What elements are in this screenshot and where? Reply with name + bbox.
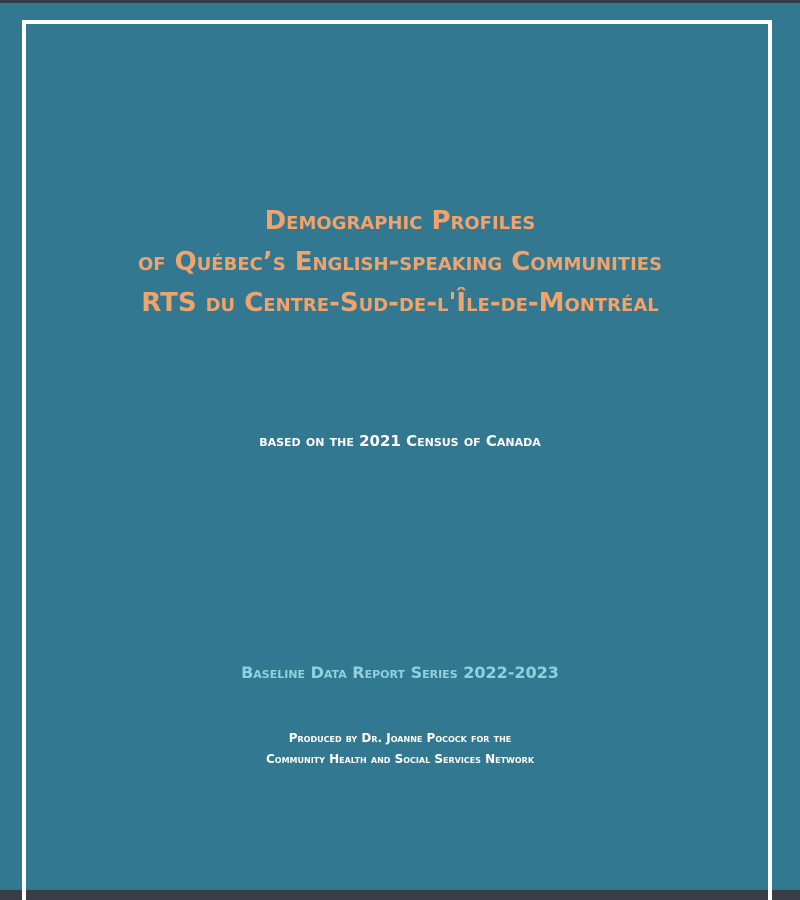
cover-page	[0, 3, 800, 890]
title-line-2: of Québec’s English-speaking Communities	[137, 247, 663, 277]
title-line-1: Demographic Profiles	[264, 206, 536, 236]
credits	[0, 728, 800, 770]
credits-line-1: Produced by Dr. Joanne Pocock for the	[288, 731, 512, 745]
credits-line-2: Community Health and Social Services Network	[265, 752, 535, 766]
title-line-3: RTS du Centre-Sud-de-l'Île-de-Montréal	[141, 288, 659, 318]
report-series: Baseline Data Report Series 2022-2023	[241, 663, 559, 682]
census-subtitle: based on the 2021 Census of Canada	[259, 432, 541, 450]
report-title	[0, 201, 800, 324]
